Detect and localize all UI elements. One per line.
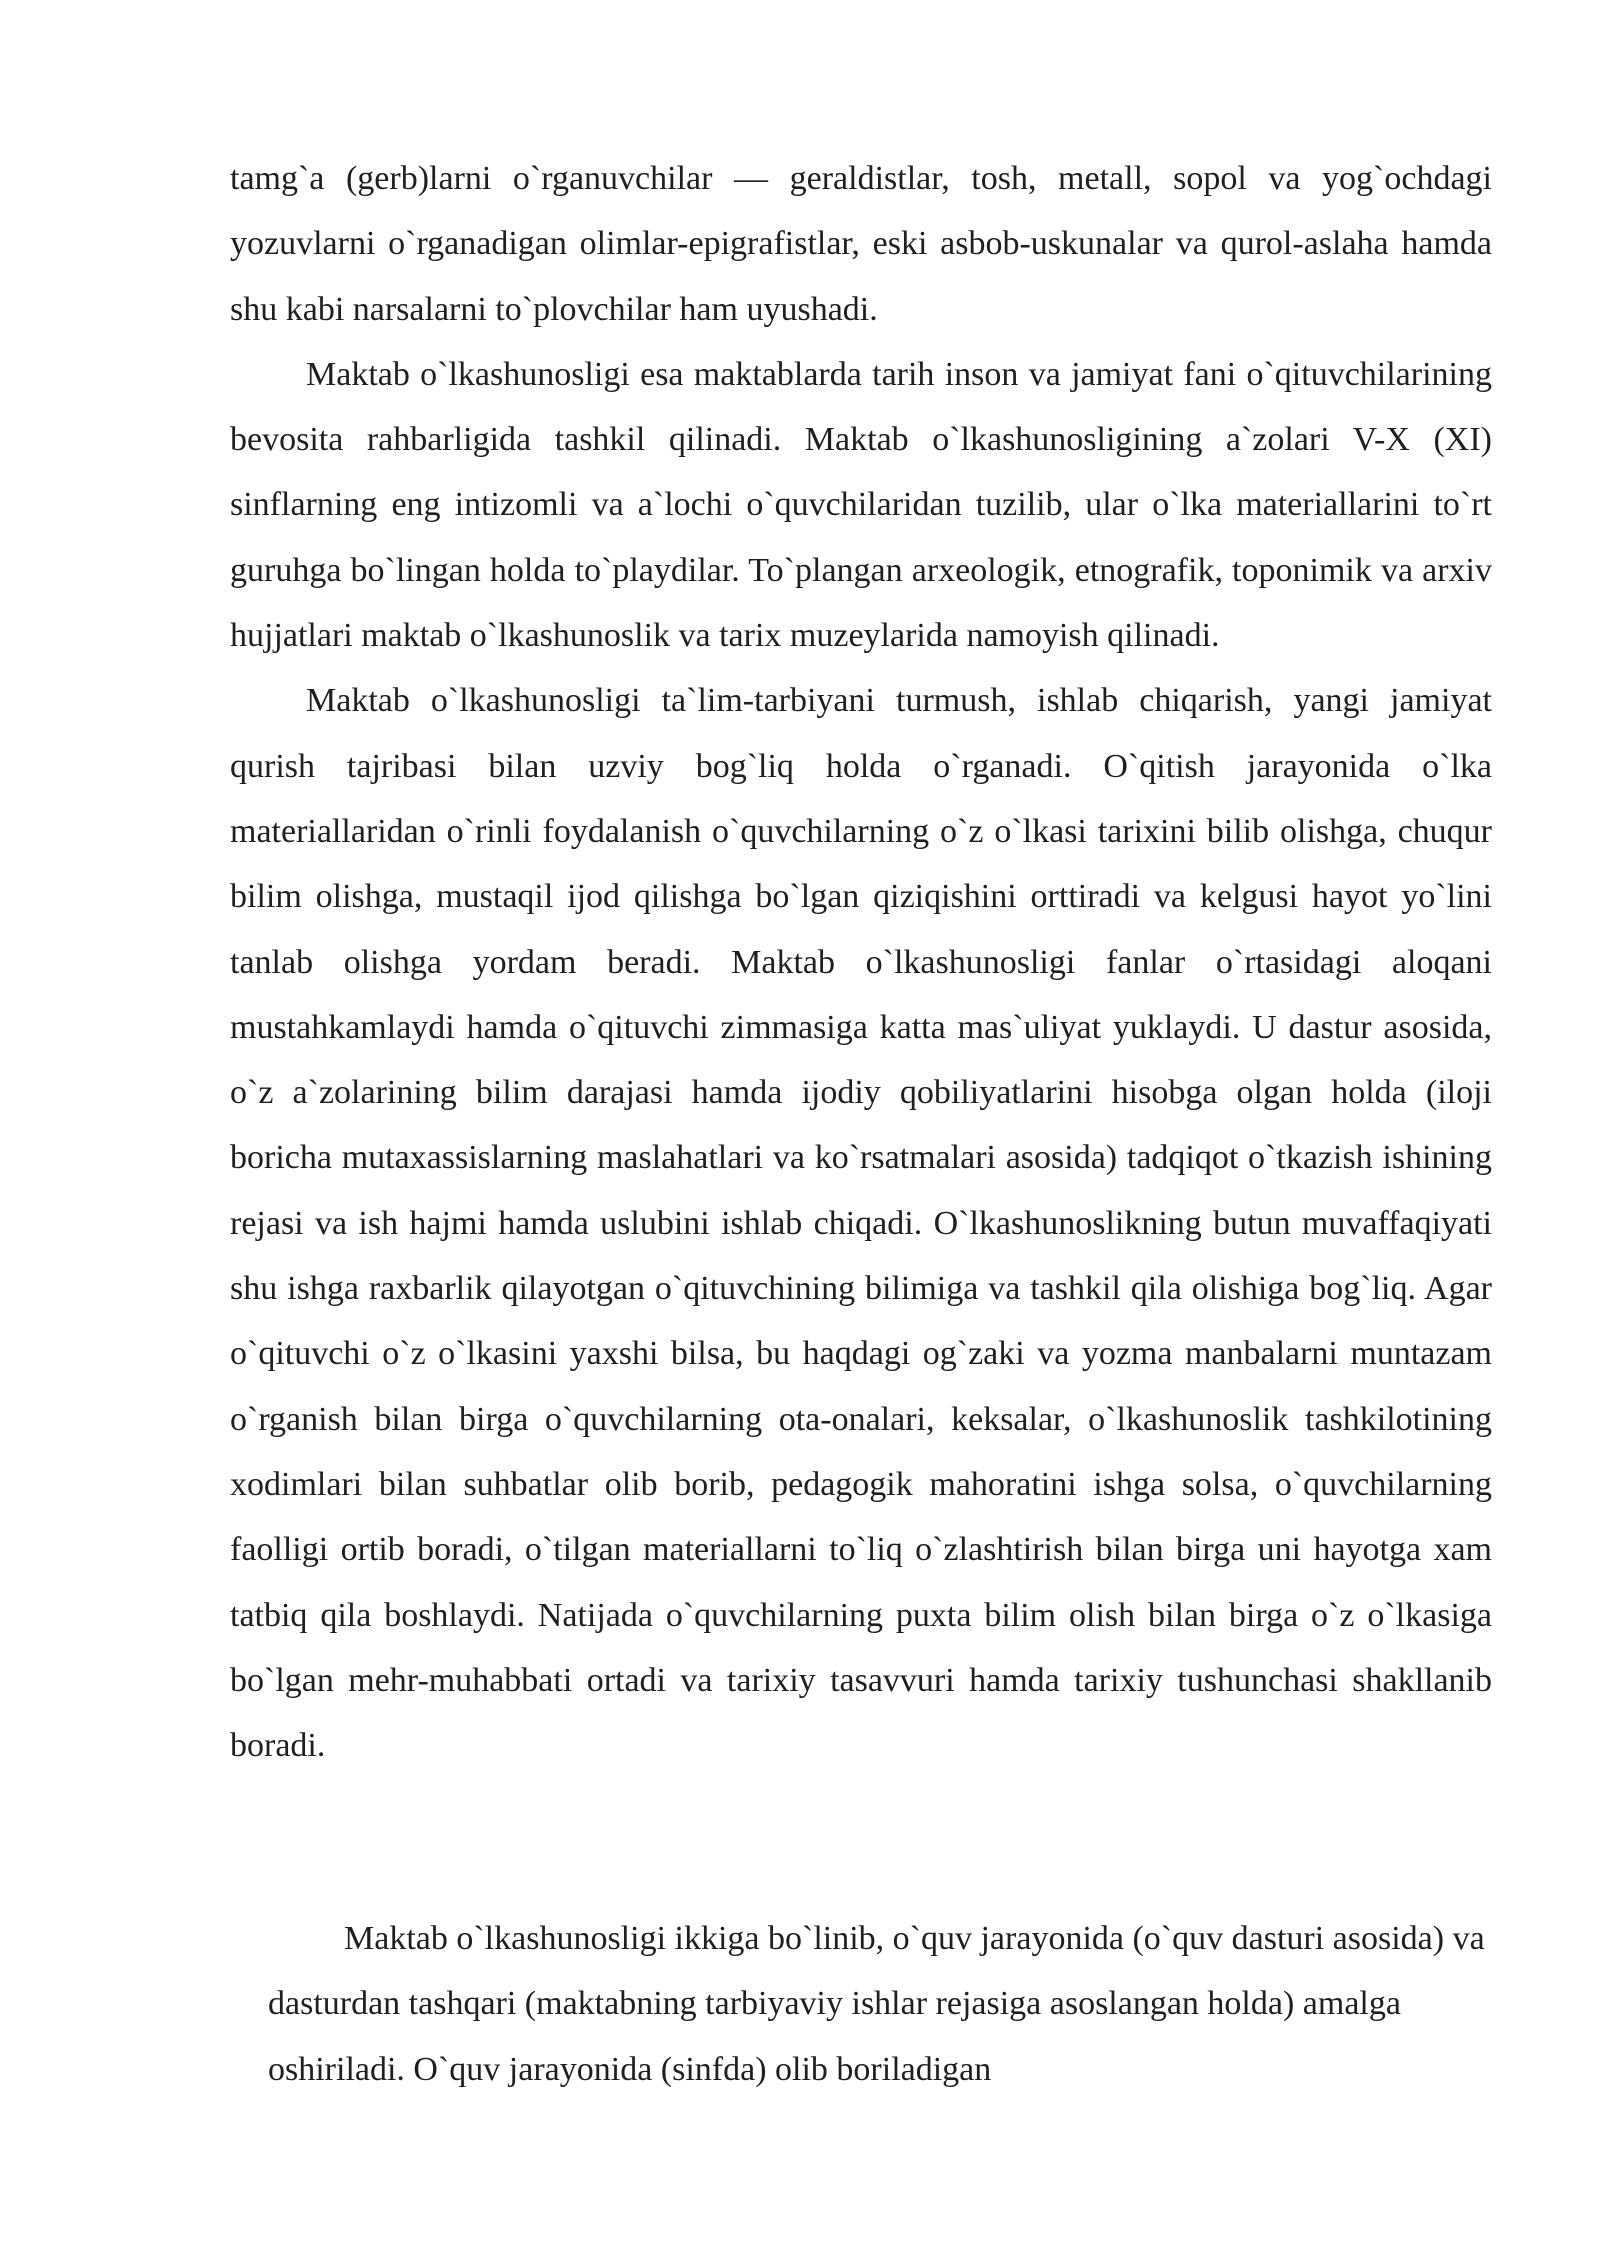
document-body-continued bbox=[268, 1906, 1498, 2102]
paragraph-2: Maktab o`lkashunosligi esa maktablarda tarih inson va jamiyat fani o`qituvchilarining bevosita rahbarligida tashkil qilinadi. Maktab o`lkashunosligining a`zolari V-X (XI) sinflarning eng intizomli va a`lochi o`quvchilaridan tuzilib, ular o`lka materiallarini to`rt guruhga bo`lingan holda to`playdilar. To`plangan arxeologik, etnografik, toponimik va arxiv hujjatlari maktab o`lkashunoslik va tarix muzeylarida namoyish qilinadi. bbox=[230, 355, 1492, 655]
document-body bbox=[230, 146, 1492, 1778]
paragraph-1: tamg`a (gerb)larni o`rganuvchilar — geraldistlar, tosh, metall, sopol va yog`ochdagi yozuvlarni o`rganadigan olimlar-epigrafistlar, eski asbob-uskunalar va qurol-aslaha hamda shu kabi narsalarni to`plovchilar ham uyushadi. bbox=[230, 160, 1492, 328]
paragraph-3: Maktab o`lkashunosligi ta`lim-tarbiyani turmush, ishlab chiqarish, yangi jamiyat qurish tajribasi bilan uzviy bog`liq holda o`rganadi. O`qitish jarayonida o`lka materiallaridan o`rinli foydalanish o`quvchilarning o`z o`lkasi tarixini bilib olishga, chuqur bilim olishga, mustaqil ijod qilishga bo`lgan qiziqishini orttiradi va kelgusi hayot yo`lini tanlab olishga yordam beradi. Maktab o`lkashunosligi fanlar o`rtasidagi aloqani mustahkamlaydi hamda o`qituvchi zimmasiga katta mas`uliyat yuklaydi. U dastur asosida, o`z a`zolarining bilim darajasi hamda ijodiy qobiliyatlarini hisobga olgan holda (iloji boricha mutaxassislarning maslahatlari va ko`rsatmalari asosida) tadqiqot o`tkazish ishining rejasi va ish hajmi hamda uslubini ishlab chiqadi. O`lkashunoslikning butun muvaffaqiyati shu ishga raxbarlik qilayotgan o`qituvchining bilimiga va tashkil qila olishiga bog`liq. Agar o`qituvchi o`z o`lkasini yaxshi bilsa, bu haqdagi og`zaki va yozma manbalarni muntazam o`rganish bilan birga o`quvchilarning ota-onalari, keksalar, o`lkashunoslik tashkilotining xodimlari bilan suhbatlar olib borib, pedagogik mahoratini ishga solsa, o`quvchilarning faolligi ortib boradi, o`tilgan materiallarni to`liq o`zlashtirish bilan birga uni hayotga xam tatbiq qila boshlaydi. Natijada o`quvchilarning puxta bilim olish bilan birga o`z o`lkasiga bo`lgan mehr-muhabbati ortadi va tarixiy tasavvuri hamda tarixiy tushunchasi shakllanib boradi. bbox=[230, 682, 1492, 1765]
paragraph-4: Maktab o`lkashunosligi ikkiga bo`linib, o`quv jarayonida (o`quv dasturi asosida) va dasturdan tashqari (maktabning tarbiyaviy ishlar rejasiga asoslangan holda) amalga oshiriladi. O`quv jarayonida (sinfda) olib boriladigan bbox=[268, 1920, 1485, 2088]
